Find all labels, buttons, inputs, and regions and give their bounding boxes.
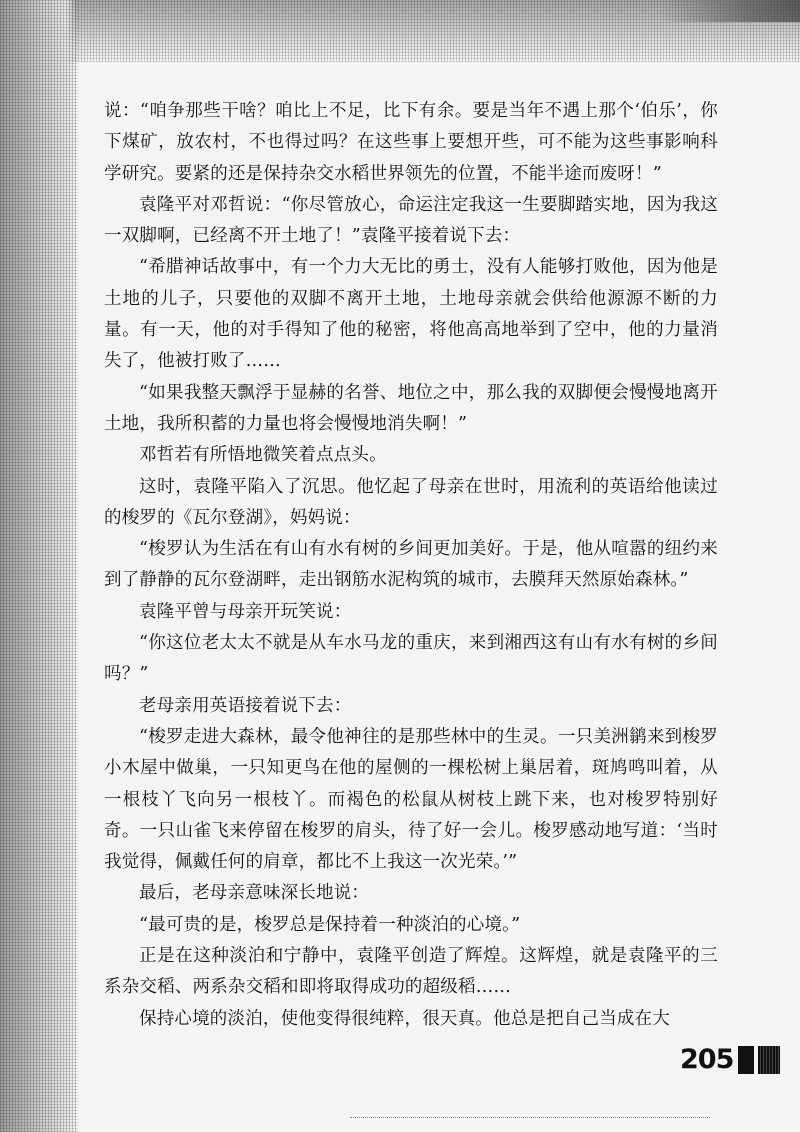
page-number: 205 [680, 1044, 734, 1075]
paragraph-3: “希腊神话故事中，有一个力大无比的勇士，没有人能够打败他，因为他是土地的儿子，只要他的双脚不离开土地，土地母亲就会供给他源源不断的力量。有一天，他的对手得知了他的秘密，将他高高地举到了空中，他的力量消失了，他被打败了…… [104, 257, 718, 372]
paragraph-4: “如果我整天飘浮于显赫的名誉、地位之中，那么我的双脚便会慢慢地离开土地，我所积蓄的力量也将会慢慢地消失啊！” [104, 382, 718, 434]
footer-scan-artifact [350, 1117, 710, 1118]
paragraph-6: 这时，袁隆平陷入了沉思。他忆起了母亲在世时，用流利的英语给他读过的梭罗的《瓦尔登湖》，妈妈说： [104, 476, 718, 528]
paragraph-8: 袁隆平曾与母亲开玩笑说： [139, 601, 352, 622]
paragraph-1: 说：“咱争那些干啥？咱比上不足，比下有余。要是当年不遇上那个‘伯乐’，你下煤矿，放农村，不也得过吗？在这些事上要想开些，可不能为这些事影响科学研究。要紧的还是保持杂交水稻世界领先的位置，不能半途而废呀！” [104, 101, 718, 184]
paragraph-11: “梭罗走进大森林，最令他神往的是那些林中的生灵。一只美洲鹟来到梭罗小木屋中做巢，一只知更鸟在他的屋侧的一棵松树上巢居着，斑鸠鸣叫着，从一根枝丫飞向另一根枝丫。而褐色的松鼠从树枝上跳下来，也对梭罗特别好奇。一只山雀飞来停留在梭罗的肩头，待了好一会儿。梭罗感动地写道：‘当时我觉得，佩戴任何的肩章，都比不上我这一次光荣。’” [104, 726, 718, 873]
page-marker-block [738, 1046, 754, 1074]
paragraph-15: 保持心境的淡泊，使他变得很纯粹，很天真。他总是把自己当成在大 [139, 1008, 670, 1029]
paragraph-7: “梭罗认为生活在有山有水有树的乡间更加美好。于是，他从喧嚣的纽约来到了静静的瓦尔登湖畔，走出钢筋水泥构筑的城市，去膜拜天然原始森林。” [104, 539, 718, 591]
paragraph-14: 正是在这种淡泊和宁静中，袁隆平创造了辉煌。这辉煌，就是袁隆平的三系杂交稻、两系杂交稻和即将取得成功的超级稻…… [104, 946, 718, 998]
page-marker-block-striped [758, 1046, 780, 1074]
paragraph-2: 袁隆平对邓哲说：“你尽管放心，命运注定我这一生要脚踏实地，因为我这一双脚啊，已经离不开土地了！”袁隆平接着说下去： [104, 194, 718, 247]
paragraph-13: “最可贵的是，梭罗总是保持着一种淡泊的心境。” [139, 914, 521, 935]
scan-left-edge [0, 0, 78, 1132]
paragraph-12: 最后，老母亲意味深长地说： [139, 883, 370, 904]
paragraph-5: 邓哲若有所悟地微笑着点点头。 [139, 445, 387, 466]
paragraph-9: “你这位老太太不就是从车水马龙的重庆，来到湘西这有山有水有树的乡间吗？” [104, 633, 718, 685]
scan-corner-shadow [660, 0, 800, 22]
body-text [104, 96, 718, 1035]
paragraph-10: 老母亲用英语接着说下去： [139, 695, 352, 716]
